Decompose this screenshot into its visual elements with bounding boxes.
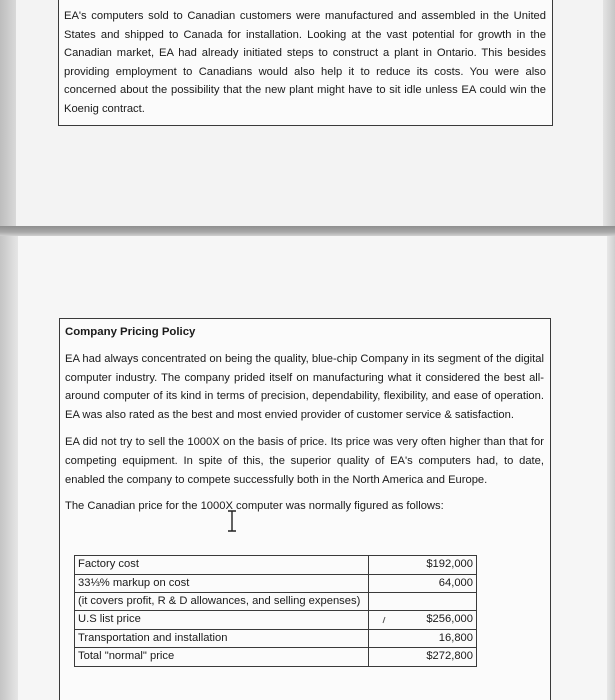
top-paragraph: EA's computers sold to Canadian customers were manufactured and assembled in the United States and shipped to Canada for installation. Looking at the vast potential for growth in the Canadian market, EA had already initiated steps to construct a plant in Ontario. This besides providing employment to Canadians would also help it to reduce its costs. You were also concerned about the possibility that the new plant might have to sit idle unless EA could win the Koenig contract. — [64, 10, 546, 115]
section-heading: Company Pricing Policy — [65, 326, 196, 338]
top-text-box — [58, 0, 553, 126]
page-edge-left — [0, 0, 16, 226]
table-intro: The Canadian price for the 1000X computer was normally figured as follows: — [65, 500, 444, 513]
stray-mark-icon — [381, 616, 387, 624]
row-value: $256,000 — [369, 611, 477, 630]
table-row — [75, 556, 477, 575]
cost-table — [74, 555, 477, 667]
policy-paragraph-1: EA had always concentrated on being the quality, blue-chip Company in its segment of the digital computer industry. The company prided itself on manufacturing what it considered the best all-around computer of its kind in terms of precision, dependability, flexibility, and ease of operation. EA was also rated as the best and most envied provider of customer service & satisfaction. — [65, 353, 544, 421]
policy-paragraph-2: EA did not try to sell the 1000X on the basis of price. Its price was very often higher than that for competing equipment. In spite of this, the superior quality of EA's computers had, to date, enabled the company to compete successfully both in the North America and Europe. — [65, 436, 544, 486]
row-label: Factory cost — [75, 556, 369, 575]
page-edge-right — [603, 0, 615, 226]
page-edge-right — [607, 236, 615, 700]
row-value: $272,800 — [369, 648, 477, 667]
row-label: Transportation and installation — [75, 629, 369, 648]
row-label: 33⅓% markup on cost — [75, 574, 369, 593]
table-row — [75, 629, 477, 648]
table-row — [75, 574, 477, 593]
row-value: 64,000 — [369, 574, 477, 593]
table-row — [75, 611, 477, 630]
page-edge-left — [0, 236, 18, 700]
row-label: Total "normal" price — [75, 648, 369, 667]
table-row — [75, 648, 477, 667]
row-label: U.S list price — [75, 611, 369, 630]
row-value: $192,000 — [369, 556, 477, 575]
table-row — [75, 593, 477, 611]
row-value: 16,800 — [369, 629, 477, 648]
row-label: (it covers profit, R & D allowances, and selling expenses) — [75, 593, 369, 611]
row-value — [369, 593, 477, 611]
page-separator — [0, 226, 615, 236]
text-cursor-icon — [225, 510, 239, 532]
